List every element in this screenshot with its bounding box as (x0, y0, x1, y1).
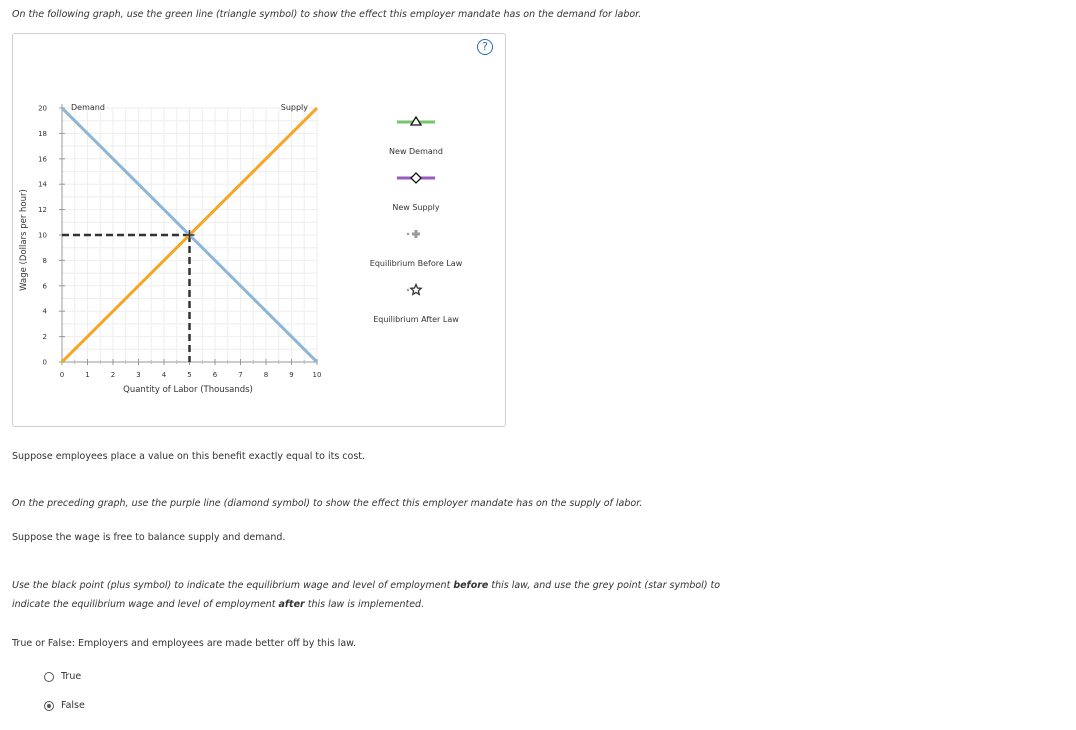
instruction-wage: Suppose the wage is free to balance supply and demand. (12, 532, 286, 543)
radio-false[interactable] (44, 701, 54, 711)
answer-false-option[interactable] (44, 700, 85, 711)
star-icon-dot (407, 289, 409, 291)
tool-equilibrium-after-law[interactable] (373, 285, 459, 325)
x-tick-label: 7 (238, 371, 243, 379)
instruction-bold-before: before (453, 580, 489, 591)
instruction-supply: On the preceding graph, use the purple line (diamond symbol) to show the effect this employer mandate has on the supply of labor. (12, 498, 643, 509)
y-tick-label: 10 (38, 231, 47, 240)
y-tick-label: 20 (38, 104, 47, 113)
x-tick-label: 0 (59, 371, 65, 379)
instruction-points-2 (12, 599, 424, 610)
instruction-text: Use the black point (plus symbol) to indicate the equilibrium wage and level of employment (12, 580, 454, 591)
question-true-false: True or False: Employers and employees are made better off by this law. (12, 638, 357, 649)
demand-curve-label: Demand (71, 103, 105, 112)
tool-equilibrium-before-law[interactable] (370, 230, 463, 268)
instruction-demand: On the following graph, use the green line (triangle symbol) to show the effect this employer mandate has on the demand for labor. (12, 9, 642, 20)
instruction-text: this law, and use the grey point (star symbol) to (488, 580, 721, 591)
tool-label: New Supply (392, 203, 440, 212)
radio-true[interactable] (44, 672, 54, 682)
instruction-text: this law is implemented. (304, 599, 425, 610)
supply-curve-label: Supply (280, 103, 308, 112)
instruction-value: Suppose employees place a value on this benefit exactly equal to its cost. (12, 451, 366, 462)
tool-new-demand[interactable] (389, 117, 443, 156)
y-tick-label: 2 (42, 333, 47, 342)
y-tick-label: 0 (42, 358, 47, 367)
answer-false-label: False (61, 700, 85, 711)
answer-true-label: True (61, 671, 82, 682)
instruction-bold-after: after (278, 599, 305, 610)
x-tick-label: 1 (85, 371, 90, 379)
x-tick-label: 3 (136, 371, 141, 379)
y-tick-label: 16 (38, 155, 47, 164)
x-tick-label: 4 (161, 371, 167, 379)
y-tick-label: 8 (42, 256, 47, 265)
help-icon[interactable]: ? (477, 39, 493, 55)
tool-new-supply[interactable] (392, 173, 440, 212)
instruction-text: indicate the equilibrium wage and level of employment (12, 599, 279, 610)
x-tick-label: 9 (289, 371, 294, 379)
y-tick-label: 6 (42, 282, 47, 291)
tool-label: New Demand (389, 147, 443, 156)
instruction-points-1 (12, 580, 720, 591)
x-tick-label: 10 (312, 371, 322, 379)
y-tick-label: 14 (38, 180, 47, 189)
diamond-icon (411, 173, 421, 183)
y-tick-label: 18 (38, 129, 47, 138)
y-axis-label: Wage (Dollars per hour) (19, 189, 29, 291)
tool-label: Equilibrium After Law (373, 315, 459, 324)
x-tick-label: 6 (212, 371, 218, 379)
x-tick-label: 5 (187, 371, 192, 379)
x-tick-label: 8 (263, 371, 269, 379)
drawing-toolbox (370, 117, 463, 324)
y-tick-label: 4 (42, 307, 47, 316)
x-axis-label: Quantity of Labor (Thousands) (123, 385, 253, 395)
x-tick-label: 2 (110, 371, 116, 379)
plus-icon-dot (407, 233, 409, 235)
answer-true-option[interactable] (44, 671, 81, 682)
star-icon (411, 285, 421, 295)
y-tick-label: 12 (38, 206, 47, 215)
tool-label: Equilibrium Before Law (369, 259, 463, 268)
